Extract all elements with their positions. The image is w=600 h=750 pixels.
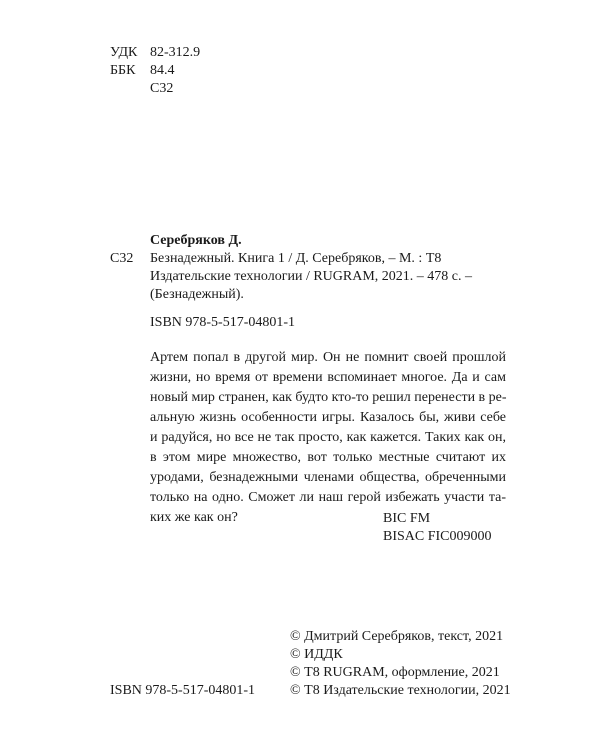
udk-row [110,44,200,62]
bbk-value: 84.4 [150,63,175,78]
annotation-line: уродами, безнадежными членами общества, обреченными [150,470,506,485]
copyright-line: © Т8 Издательские технологии, 2021 [290,683,511,698]
copyright-line: © ИДДК [290,647,343,662]
annotation-line: жизни, но время от времени вспоминает многое. Да и сам [150,370,506,385]
author-name: Серебряков Д. [150,233,242,248]
bbk-row [110,62,200,80]
bic-code: BIC FM [383,511,431,526]
subject-codes [383,510,492,546]
copyright-line: © Т8 RUGRAM, оформление, 2021 [290,665,500,680]
author-code: С32 [150,81,174,96]
bib-line: Издательские технологии / RUGRAM, 2021. – 478 с. – [150,269,473,284]
annotation-line: Артем попал в другой мир. Он не помнит своей прошлой [150,350,506,365]
author-code-row [110,80,200,98]
copyright-line: © Дмитрий Серебряков, текст, 2021 [290,629,504,644]
annotation-line: только на одно. Сможет ли наш герой избежать участи та- [150,490,506,505]
annotation-line: и радуйся, но все не так просто, как кажется. Таких как он, [150,430,506,445]
bib-side-code: С32 [110,251,134,266]
annotation [150,348,506,528]
udk-value: 82-312.9 [150,45,201,60]
annotation-line: в этом мире множество, вот только местные считают их [150,450,506,465]
copyright-block [290,628,511,700]
udk-label: УДК [110,45,138,60]
bib-isbn: ISBN 978-5-517-04801-1 [150,315,296,330]
bib-description [150,250,510,304]
bbk-label: ББК [110,63,136,78]
annotation-line: новый мир странен, как будто кто-то решил перенести в ре- [150,390,507,405]
bib-line: Безнадежный. Книга 1 / Д. Серебряков, – М. : Т8 [150,251,442,266]
bib-line: (Безнадежный). [150,287,244,302]
footer-isbn: ISBN 978-5-517-04801-1 [110,683,256,698]
bisac-code: BISAC FIC009000 [383,529,492,544]
classification-block [110,44,200,98]
annotation-line: альную жизнь особенности игры. Казалось бы, живи себе [150,410,506,425]
annotation-line: ких же как он? [150,510,238,525]
